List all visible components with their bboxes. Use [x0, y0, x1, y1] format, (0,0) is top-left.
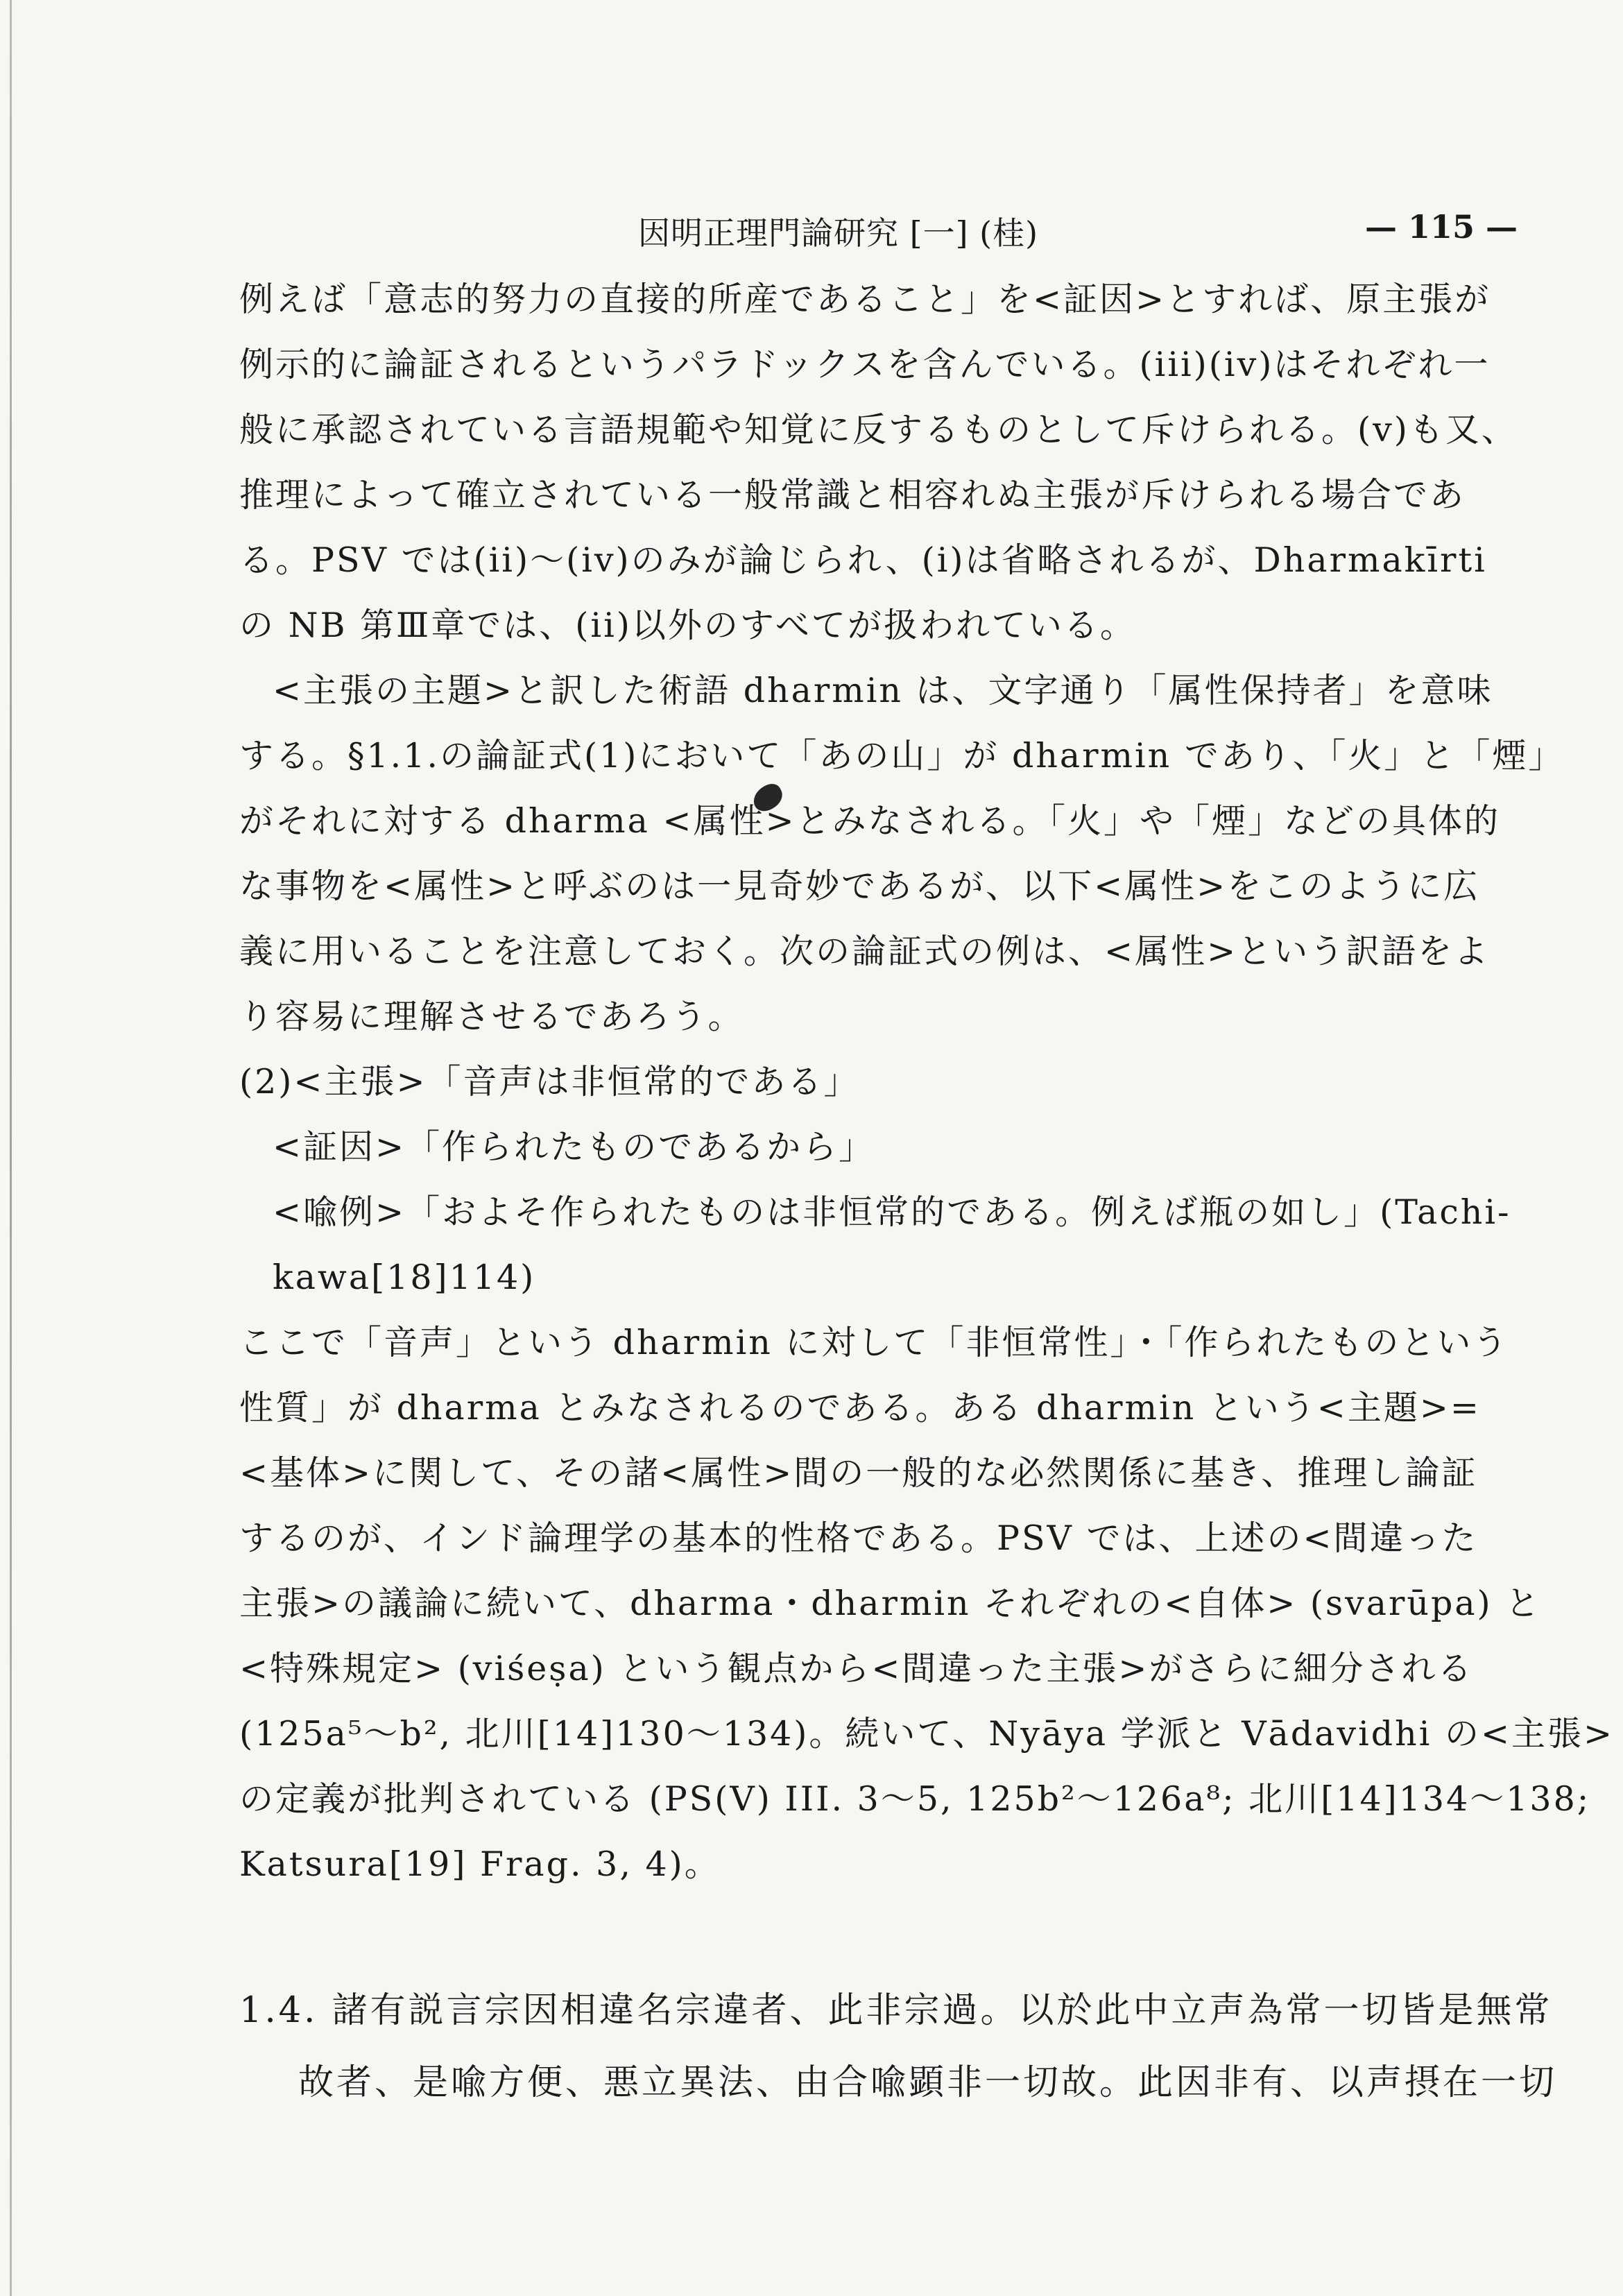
page-number: — 115 —	[1365, 208, 1518, 246]
text-line: の定義が批判されている (PS(V) III. 3〜5, 125b²〜126a⁸; 北川[14]134〜138;	[239, 1779, 1591, 1819]
text-line: 義に用いることを注意しておく。次の論証式の例は、<属性>という訳語をよ	[239, 932, 1491, 971]
text-line: <基体>に関して、その諸<属性>間の一般的な必然関係に基き、推理し論証	[239, 1453, 1478, 1493]
running-title: 因明正理門論研究 [一] (桂)	[638, 214, 1039, 252]
text-line: な事物を<属性>と呼ぶのは一見奇妙であるが、以下<属性>をこのように広	[239, 866, 1480, 906]
text-line: Katsura[19] Frag. 3, 4)。	[239, 1844, 721, 1884]
page-header	[0, 208, 1623, 257]
text-line: ここで「音声」という dharmin に対して「非恒常性」・「作られたものという	[239, 1323, 1509, 1362]
text-line: 例示的に論証されるというパラドックスを含んでいる。(iii)(iv)はそれぞれ一	[239, 345, 1491, 384]
paragraph-start-line: <主張の主題>と訳した術語 dharmin は、文字通り「属性保持者」を意味	[273, 671, 1493, 710]
text-line: 例えば「意志的努力の直接的所産であること」を<証因>とすれば、原主張が	[239, 280, 1491, 319]
section-gap	[239, 1897, 1474, 1975]
text-line: <特殊規定> (viśeṣa) という観点から<間違った主張>がさらに細分される	[239, 1649, 1474, 1688]
text-line: がそれに対する dharma <属性>とみなされる。「火」や「煙」などの具体的	[239, 801, 1501, 841]
text-line: 般に承認されている言語規範や知覚に反するものとして斥けられる。(v)も又、	[239, 410, 1518, 449]
text-line: するのが、インド論理学の基本的性格である。PSV では、上述の<間違った	[239, 1518, 1478, 1558]
example-citation: kawa[18]114)	[273, 1258, 536, 1297]
text-line: する。§1.1.の論証式(1)において「あの山」が dharmin であり、「火」と「煙」	[239, 736, 1565, 776]
section-continuation-line: 故者、是喩方便、悪立異法、由合喩顕非一切故。此因非有、以声摂在一切	[298, 2062, 1558, 2103]
example-instance: <喩例>「およそ作られたものは非恒常的である。例えば瓶の如し」(Tachi-	[273, 1192, 1511, 1232]
body-text	[239, 267, 1615, 2119]
text-line: 推理によって確立されている一般常識と相容れぬ主張が斥けられる場合であ	[239, 475, 1466, 515]
text-line: り容易に理解させるであろう。	[239, 997, 744, 1036]
scan-edge	[10, 0, 12, 2296]
text-line: 性質」が dharma とみなされるのである。ある dharmin という<主題>=	[239, 1388, 1481, 1428]
text-line: (125a⁵〜b², 北川[14]130〜134)。続いて、Nyāya 学派と Vādavidhi の<主張>	[239, 1714, 1615, 1754]
text-line: 主張>の議論に続いて、dharma・dharmin それぞれの<自体> (svarūpa) と	[239, 1584, 1542, 1623]
section-heading-line: 1.4. 諸有説言宗因相違名宗違者、此非宗過。以於此中立声為常一切皆是無常	[239, 1990, 1553, 2031]
example-reason: <証因>「作られたものであるから」	[273, 1127, 875, 1167]
text-line: る。PSV では(ii)〜(iv)のみが論じられ、(i)は省略されるが、Dharmakīrti	[239, 540, 1487, 580]
text-line: の NB 第Ⅲ章では、(ii)以外のすべてが扱われている。	[239, 606, 1136, 645]
example-thesis: (2)<主張>「音声は非恒常的である」	[239, 1062, 860, 1102]
